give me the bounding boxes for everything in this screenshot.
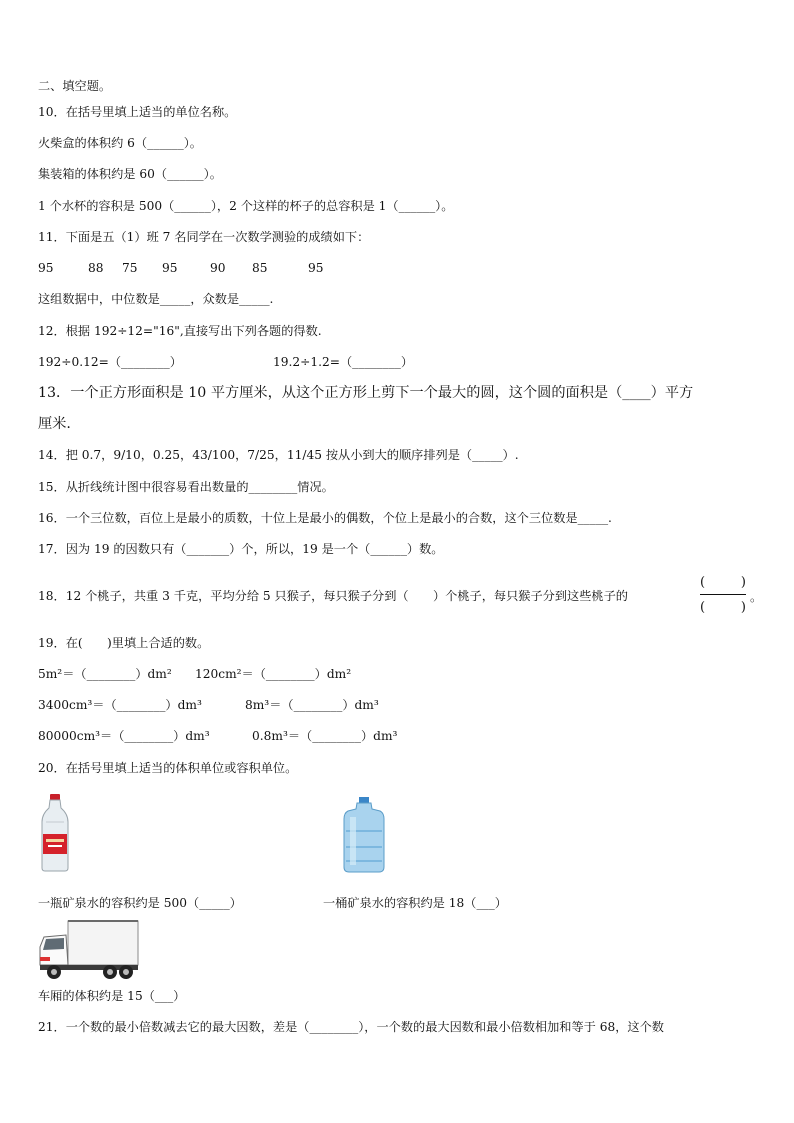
q13-line2: 厘米. <box>38 416 71 432</box>
score-value: 88 <box>88 261 104 275</box>
truck-image <box>38 919 140 981</box>
score-value: 95 <box>308 261 324 275</box>
q19-r1b: 120cm²＝（________）dm² <box>195 667 352 681</box>
q15: 15．从折线统计图中很容易看出数量的________情况。 <box>38 480 334 494</box>
paren: ) <box>740 599 746 615</box>
q18-end: 。 <box>750 590 763 604</box>
q21: 21．一个数的最小倍数减去它的最大因数，差是（________），一个数的最大因数和最小倍数相加和等于 68，这个数 <box>38 1020 664 1034</box>
q12-stem: 12．根据 192÷12="16",直接写出下列各题的得数. <box>38 324 322 338</box>
score-value: 95 <box>38 261 54 275</box>
q10-c: 1 个水杯的容积是 500（______），2 个这样的杯子的总容积是 1（______）。 <box>38 199 454 213</box>
paren: ) <box>740 574 746 590</box>
q19-stem: 19．在( )里填上合适的数。 <box>38 636 210 650</box>
q18-fraction-blank <box>700 572 748 618</box>
q12-a: 192÷0.12=（________） <box>38 355 182 369</box>
q20-c: 车厢的体积约是 15（___） <box>38 989 186 1003</box>
score-value: 75 <box>122 261 138 275</box>
q20-b: 一桶矿泉水的容积约是 18（___） <box>323 896 507 910</box>
q20-stem: 20．在括号里填上适当的体积单位或容积单位。 <box>38 761 298 775</box>
q19-r3b: 0.8m³＝（________）dm³ <box>252 729 398 743</box>
section-title: 二、填空题。 <box>38 79 112 93</box>
q16: 16．一个三位数，百位上是最小的质数，十位上是最小的偶数，个位上是最小的合数，这个三位数是_____. <box>38 511 612 525</box>
q12-b: 19.2÷1.2=（________） <box>273 355 414 369</box>
q19-r2a: 3400cm³＝（________）dm³ <box>38 698 202 712</box>
q11-scores <box>38 260 338 276</box>
fraction-bar <box>700 594 746 595</box>
q20-a: 一瓶矿泉水的容积约是 500（_____） <box>38 896 242 910</box>
q10-b: 集装箱的体积约是 60（______）。 <box>38 167 222 181</box>
score-value: 95 <box>162 261 178 275</box>
q18-text: 18．12 个桃子，共重 3 千克，平均分给 5 只猴子，每只猴子分到（ ）个桃子，每只猴子分到这些桃子的 <box>38 589 628 603</box>
q14: 14．把 0.7，9/10，0.25，43/100，7/25，11/45 按从小到大的顺序排列是（_____）. <box>38 448 519 462</box>
q19-r2b: 8m³＝（________）dm³ <box>245 698 379 712</box>
paren: ( <box>700 574 706 590</box>
q13-line1: 13．一个正方形面积是 10 平方厘米，从这个正方形上剪下一个最大的圆，这个圆的面积是（____）平方 <box>38 385 694 401</box>
paren: ( <box>700 599 706 615</box>
q19-r1a: 5m²＝（________）dm² <box>38 667 172 681</box>
q19-r3a: 80000cm³＝（________）dm³ <box>38 729 210 743</box>
q11-stem: 11．下面是五（1）班 7 名同学在一次数学测验的成绩如下： <box>38 230 370 244</box>
q10-stem: 10．在括号里填上适当的单位名称。 <box>38 105 237 119</box>
q10-a: 火柴盒的体积约 6（______）。 <box>38 136 202 150</box>
water-bottle-image <box>40 794 70 872</box>
water-jug-image <box>342 797 386 873</box>
score-value: 85 <box>252 261 268 275</box>
score-value: 90 <box>210 261 226 275</box>
q17: 17．因为 19 的因数只有（_______）个，所以，19 是一个（______）数。 <box>38 542 444 556</box>
q11-ask: 这组数据中，中位数是_____，众数是_____. <box>38 292 274 306</box>
